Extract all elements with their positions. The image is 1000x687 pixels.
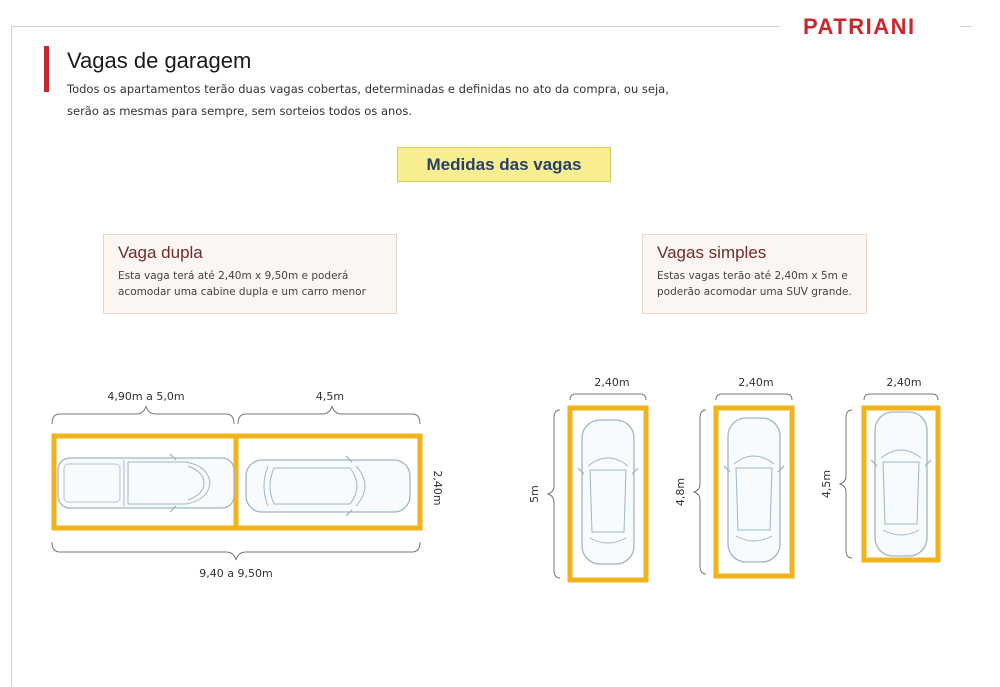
pickup-truck-icon [58,454,234,512]
section-label: Medidas das vagas [397,147,611,182]
brand-logo: PATRIANI [803,14,916,39]
spot-2-width-bracket [716,394,792,400]
spot-1-width-bracket [570,394,646,400]
spot-1-width-label: 2,40m [594,376,630,389]
spot-3-length-bracket [840,410,852,558]
spot-3-length-label: 4,5m [820,469,833,499]
vaga-dupla-dim-front-label: 4,90m a 5,0m [107,390,185,403]
vaga-dupla-dim-top [52,406,420,424]
vaga-dupla-dim-bottom [52,542,420,560]
intro-line-1: Todos os apartamentos terão duas vagas cobertas, determinadas e definidas no ato da compra, ou seja, [67,82,669,96]
spot-3-width-bracket [864,394,938,400]
intro-line-2: serão as mesmas para sempre, sem sorteios todos os anos. [67,104,412,118]
vaga-dupla-dim-width-label: 2,40m [431,470,444,506]
spot-3-car-icon [871,412,931,556]
spot-1-length-label: 5m [528,485,541,503]
vaga-dupla-dim-total-label: 9,40 a 9,50m [199,567,273,580]
vagas-simples-title: Vagas simples [657,243,767,262]
vagas-simples-desc-line-2: poderão acomodar uma SUV grande. [657,286,852,298]
spot-2-length-label: 4,8m [674,477,687,507]
vagas-simples-desc-line-1: Estas vagas terão até 2,40m x 5m e [657,270,848,282]
suv-icon [246,456,410,516]
spot-2-width-label: 2,40m [738,376,774,389]
spot-2-length-bracket [694,410,706,574]
page-title: Vagas de garagem [67,48,252,73]
spot-2-car-icon [724,418,784,562]
spot-1-length-bracket [548,410,560,578]
vaga-dupla-dim-back-label: 4,5m [315,390,345,403]
spot-1-car-icon [578,420,638,564]
vaga-dupla-desc-line-1: Esta vaga terá até 2,40m x 9,50m e poderá [118,270,349,282]
spot-3-width-label: 2,40m [886,376,922,389]
vaga-dupla-desc-line-2: acomodar uma cabine dupla e um carro menor [118,286,366,298]
vaga-dupla-title: Vaga dupla [118,243,203,262]
